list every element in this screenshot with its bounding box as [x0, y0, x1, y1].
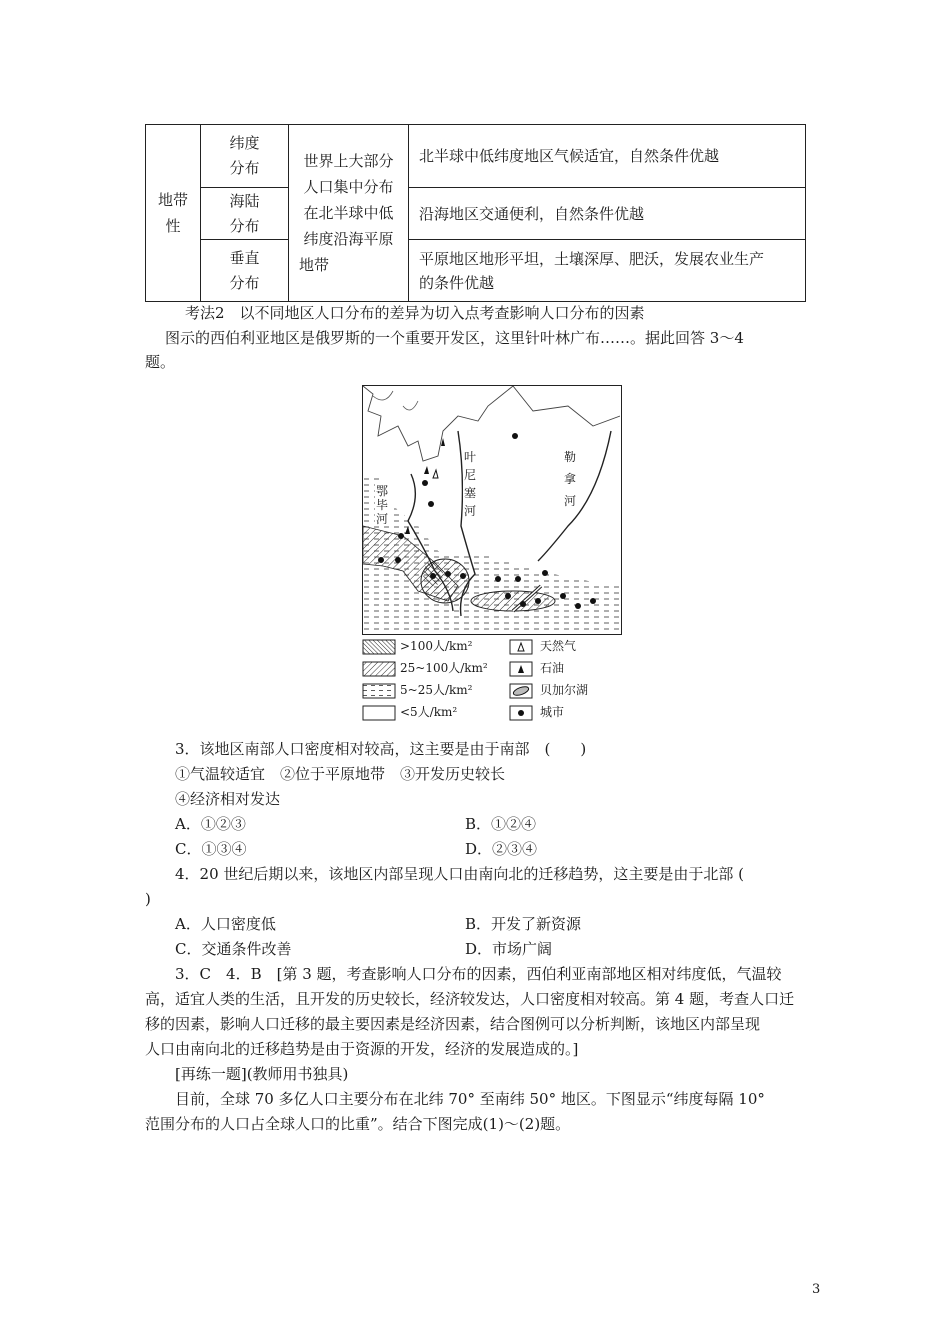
q3-stem: 3．该地区南部人口密度相对较高，这主要是由于南部 ( )	[175, 740, 587, 758]
q4-stem: )	[145, 890, 151, 908]
legend-swatch-over-100	[363, 640, 395, 654]
q3-items: ①气温较适宜 ②位于平原地带 ③开发历史较长	[175, 765, 506, 783]
answer-text: 人口由南向北的迁移趋势是由于资源的开发，经济的发展造成的。]	[145, 1040, 579, 1058]
table-sub-vertical: 垂直 分布	[201, 240, 289, 302]
legend-label: 5~25人/km²	[400, 683, 473, 697]
q4-option-d: D．市场广阔	[465, 940, 553, 958]
gas-icon	[433, 470, 438, 478]
answer-text: 3．C 4．B [第 3 题，考查影响人口分布的因素，西伯利亚南部地区相对纬度低，气温较	[175, 965, 782, 983]
intro-line: 题。	[145, 353, 176, 371]
page-number: 3	[812, 1282, 821, 1297]
factor-table	[145, 124, 806, 302]
method-heading: 考法2 以不同地区人口分布的差异为切入点考查影响人口分布的因素	[185, 304, 645, 322]
table-category: 地带 性	[146, 125, 201, 302]
table-sub-latitude: 纬度 分布	[201, 125, 289, 188]
intro-line: 图示的西伯利亚地区是俄罗斯的一个重要开发区，这里针叶林广布……。据此回答 3～4	[165, 329, 744, 347]
table-desc: 平原地区地形平坦，土壤深厚、肥沃，发展农业生产 的条件优越	[409, 240, 806, 302]
map-legend	[362, 635, 622, 723]
legend-label: 城市	[540, 705, 565, 719]
ob-river-label: 鄂毕河	[375, 484, 388, 526]
legend-label: 贝加尔湖	[540, 683, 589, 697]
legend-label: 天然气	[540, 639, 577, 653]
q4-option-c: C．交通条件改善	[175, 940, 292, 958]
coastline-islands	[373, 391, 418, 410]
legend-swatch-25-100	[363, 662, 395, 676]
retrain-text: 范围分布的人口占全球人口的比重”。结合下图完成(1)～(2)题。	[145, 1115, 571, 1133]
answer-text: 移的因素，影响人口迁移的最主要因素是经济因素，结合图例可以分析判断，该地区内部呈现	[145, 1015, 761, 1033]
q3-items: ④经济相对发达	[175, 790, 281, 808]
legend-swatch-5-25	[363, 684, 395, 698]
legend-label: <5人/km²	[400, 705, 458, 719]
legend-label: 25~100人/km²	[400, 661, 488, 675]
table-summary: 世界上大部分 人口集中分布 在北半球中低 纬度沿海平原 地带	[289, 125, 409, 302]
legend-swatch-under-5	[363, 706, 395, 720]
legend-label: 石油	[540, 661, 565, 675]
siberia-map	[362, 385, 622, 635]
q3-option-c: C．①③④	[175, 840, 247, 858]
yenisei-river-label: 叶尼塞河	[463, 450, 476, 518]
density-25-100-area	[471, 591, 555, 611]
q3-option-b: B．①②④	[465, 815, 537, 833]
q4-stem: 4．20 世纪后期以来，该地区内部呈现人口由南向北的迁移趋势，这主要是由于北部 (	[175, 865, 745, 883]
q4-option-b: B．开发了新资源	[465, 915, 582, 933]
table-desc: 北半球中低纬度地区气候适宜，自然条件优越	[409, 125, 806, 188]
retrain-text: 目前，全球 70 多亿人口主要分布在北纬 70° 至南纬 50° 地区。下图显示“纬度每隔 10°	[175, 1090, 765, 1108]
q4-option-a: A．人口密度低	[175, 915, 276, 933]
q3-option-d: D．②③④	[465, 840, 538, 858]
answer-text: 高，适宜人类的生活，且开发的历史较长，经济较发达，人口密度相对较高。第 4 题，考查人口迁	[145, 990, 795, 1008]
city-dot-icon	[518, 710, 524, 716]
lena-river-label: 勒拿河	[563, 446, 577, 512]
oil-icon	[424, 466, 429, 474]
retrain-heading: [再练一题](教师用书独具)	[175, 1065, 349, 1083]
table-desc: 沿海地区交通便利，自然条件优越	[409, 188, 806, 240]
table-sub-landsea: 海陆 分布	[201, 188, 289, 240]
coastline	[513, 386, 620, 426]
coastline	[363, 386, 513, 461]
q3-option-a: A．①②③	[175, 815, 246, 833]
legend-label: >100人/km²	[400, 639, 473, 653]
